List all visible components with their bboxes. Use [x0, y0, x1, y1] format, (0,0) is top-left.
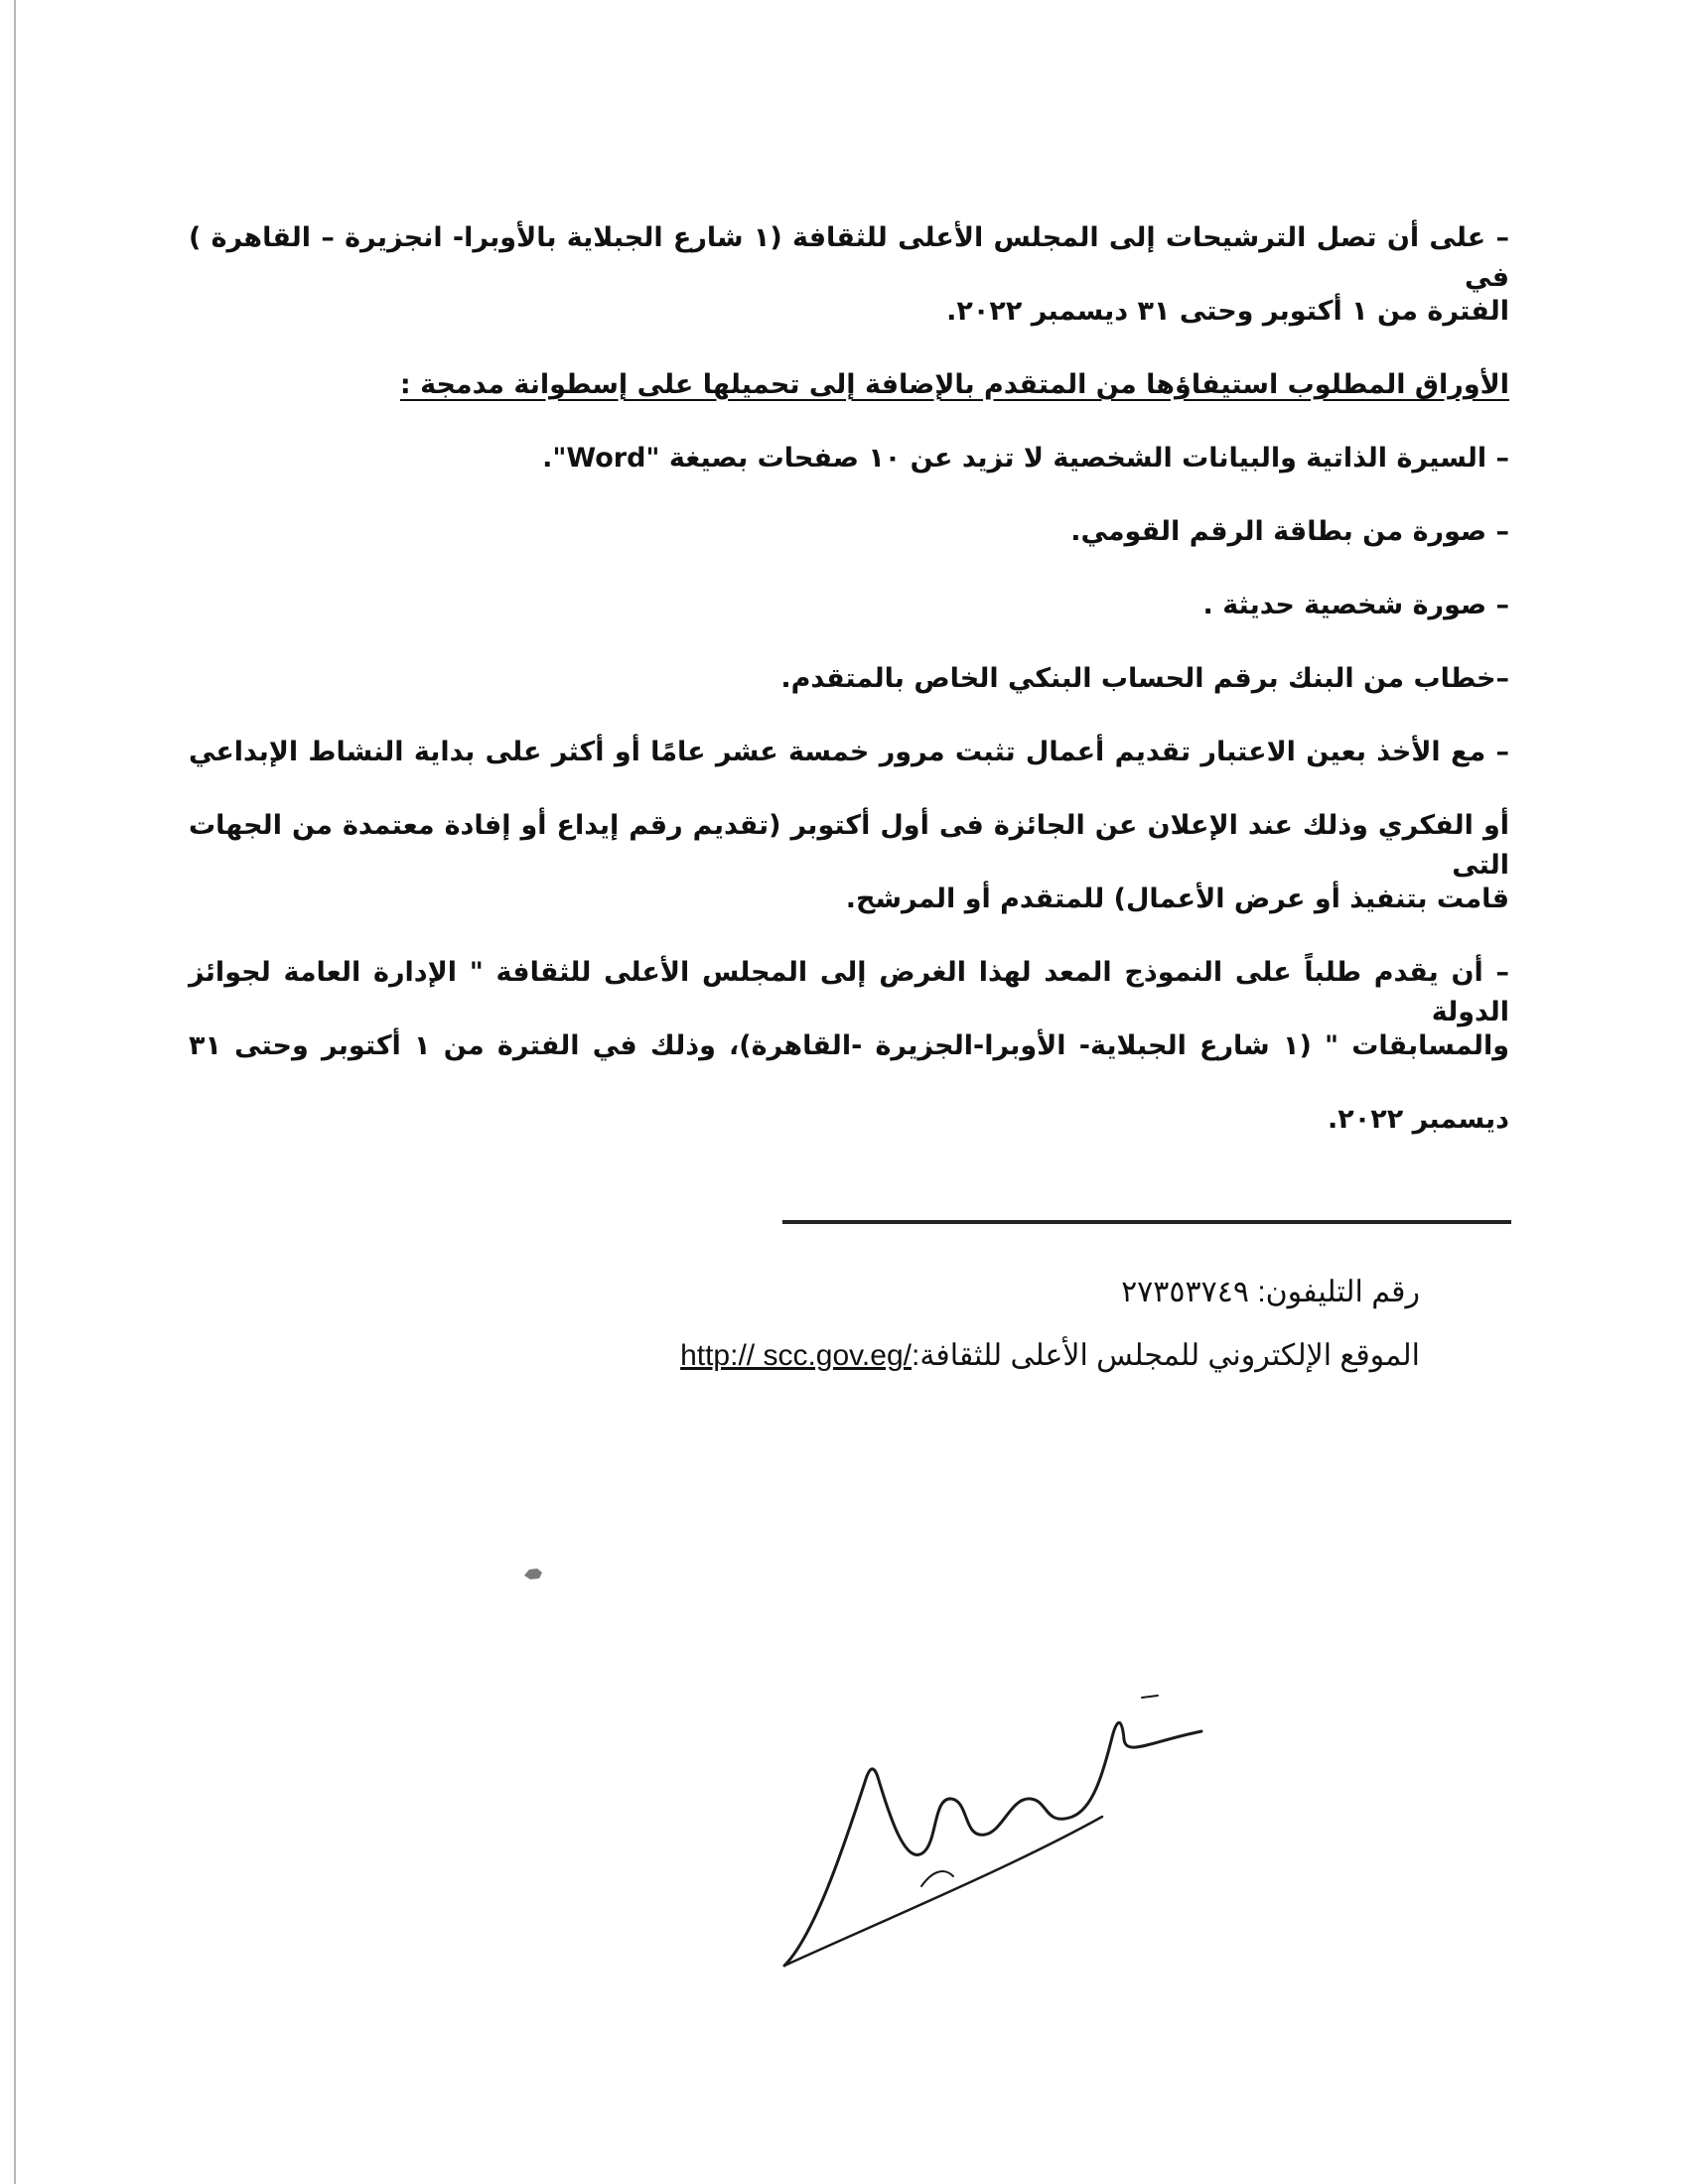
requirement-national-id: – صورة من بطاقة الرقم القومي. [1070, 516, 1509, 547]
phone-line [1121, 1273, 1420, 1312]
application-line-2: والمسابقات " (١ شارع الجبلاية- الأوبرا-الجزيرة -القاهرة)، وذلك في الفترة من ١ أكتوبر وحتى ٣١ [189, 1030, 1509, 1061]
requirement-photo: – صورة شخصية حديثة . [1202, 590, 1509, 620]
required-papers-heading: الأوراق المطلوب استيفاؤها من المتقدم بالإضافة إلى تحميلها على إسطوانة مدمجة : [399, 369, 1509, 400]
application-line-3: ديسمبر ٢٠٢٢. [1328, 1104, 1509, 1135]
application-line-1: – أن يقدم طلباً على النموذج المعد لهذا الغرض إلى المجلس الأعلى للثقافة " الإدارة العامة لجوائز الدولة [189, 957, 1509, 1027]
works-line-2: أو الفكري وذلك عند الإعلان عن الجائزة فى أول أكتوبر (تقديم رقم إيداع أو إفادة معتمدة من الجهات التى [189, 810, 1509, 881]
scan-speck [522, 1567, 544, 1580]
handwritten-signature [774, 1668, 1231, 1976]
divider-line [782, 1220, 1511, 1224]
nominations-line-2: الفترة من ١ أكتوبر وحتى ٣١ ديسمبر ٢٠٢٢. [946, 296, 1509, 327]
nominations-line-1: – على أن تصل الترشيحات إلى المجلس الأعلى للثقافة (١ شارع الجبلاية بالأوبرا- انجزيرة – القاهرة ) في [189, 222, 1509, 293]
phone-number: ٢٧٣٥٣٧٤٩ [1121, 1276, 1249, 1308]
requirement-cv: – السيرة الذاتية والبيانات الشخصية لا تزيد عن ١٠ صفحات بصيغة "Word". [542, 443, 1509, 474]
scan-edge [14, 0, 16, 2184]
works-line-1: – مع الأخذ بعين الاعتبار تقديم أعمال تثبت مرور خمسة عشر عامًا أو أكثر على بداية النشاط الإبداعي [189, 737, 1509, 767]
phone-label: رقم التليفون: [1257, 1276, 1420, 1308]
website-label: الموقع الإلكتروني للمجلس الأعلى للثقافة: [911, 1339, 1420, 1372]
website-line [680, 1336, 1420, 1376]
works-line-3: قامت بتنفيذ أو عرض الأعمال) للمتقدم أو المرشح. [845, 884, 1509, 914]
website-link[interactable]: http:// scc.gov.eg/ [680, 1339, 912, 1372]
requirement-bank-letter: –خطاب من البنك برقم الحساب البنكي الخاص بالمتقدم. [780, 663, 1509, 694]
